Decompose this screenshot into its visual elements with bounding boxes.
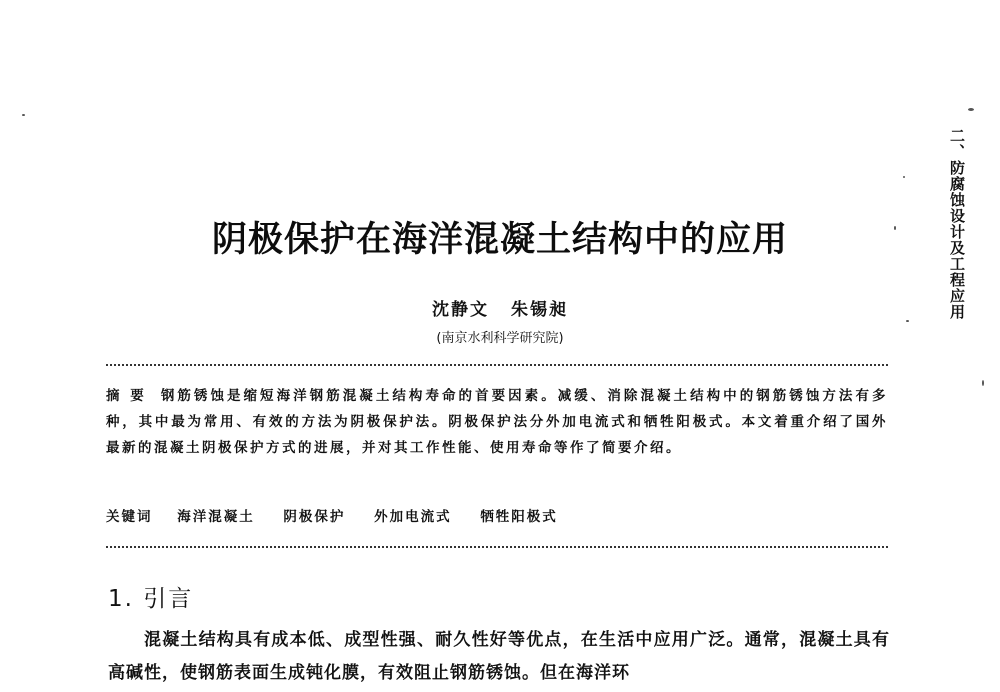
authors bbox=[0, 295, 1000, 320]
paper-title: 阴极保护在海洋混凝土结构中的应用 bbox=[211, 219, 788, 260]
side-section-label: 二、防腐蚀设计及工程应用 bbox=[948, 128, 966, 320]
scan-speck bbox=[968, 108, 974, 111]
scan-speck bbox=[903, 176, 905, 178]
section-body: 混凝土结构具有成本低、成型性强、耐久性好等优点，在生活中应用广泛。通常，混凝土具有高碱性，使钢筋表面生成钝化膜，有效阻止钢筋锈蚀。但在海洋环 bbox=[108, 630, 890, 683]
keyword-2: 阴极保护 bbox=[283, 509, 346, 525]
bottom-divider bbox=[106, 546, 888, 548]
keyword-1: 海洋混凝土 bbox=[177, 509, 255, 525]
keyword-4: 牺牲阳极式 bbox=[480, 509, 558, 525]
abstract-label: 摘 要 bbox=[106, 388, 147, 404]
scan-speck bbox=[906, 320, 909, 322]
author-1: 沈静文 bbox=[432, 300, 490, 320]
keyword-3: 外加电流式 bbox=[374, 509, 452, 525]
abstract bbox=[106, 383, 888, 461]
affiliation: (南京水利科学研究院) bbox=[436, 331, 564, 346]
scan-speck bbox=[894, 226, 896, 230]
section-heading: 1. 引言 bbox=[108, 586, 194, 612]
author-2: 朱锡昶 bbox=[510, 300, 568, 320]
scan-speck bbox=[982, 380, 984, 386]
abstract-text: 钢筋锈蚀是缩短海洋钢筋混凝土结构寿命的首要因素。减缓、消除混凝土结构中的钢筋锈蚀方法有多种，其中最为常用、有效的方法为阴极保护法。阴极保护法分外加电流式和牺牲阳极式。本文着重介绍了国外最新的混凝土阴极保护方式的进展，并对其工作性能、使用寿命等作了简要介绍。 bbox=[106, 388, 889, 456]
scan-speck bbox=[22, 114, 25, 116]
keywords bbox=[106, 505, 888, 525]
keywords-label: 关键词 bbox=[106, 509, 153, 525]
top-divider bbox=[106, 364, 888, 366]
